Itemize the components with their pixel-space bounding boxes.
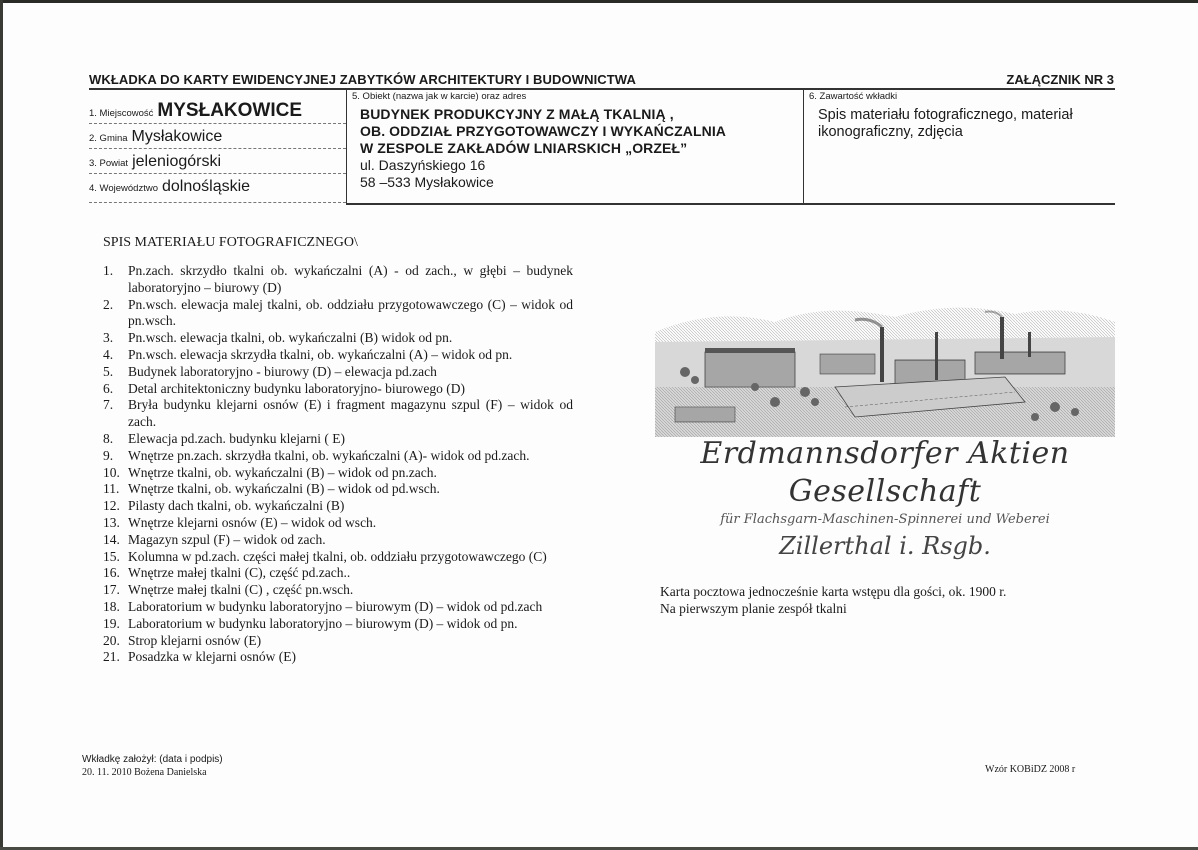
list-item	[103, 465, 573, 482]
list-item-text: Strop klejarni osnów (E)	[128, 632, 262, 648]
company-description: für Flachsgarn-Maschinen-Spinnerei und Weberei	[720, 512, 1050, 527]
list-item-number: 21.	[103, 649, 120, 665]
list-item-text: Wnętrze małej tkalni (C) , część pn.wsch.	[128, 582, 354, 598]
list-item-text: Elewacja pd.zach. budynku klejarni ( E)	[128, 430, 346, 446]
list-item-number: 5.	[103, 363, 114, 379]
object-name	[347, 102, 803, 191]
field-label: 2. Gmina	[89, 133, 128, 144]
list-item	[103, 347, 573, 364]
factory-engraving-icon	[655, 292, 1115, 437]
list-item	[103, 582, 573, 599]
object-name-line: BUDYNEK PRODUKCYJNY Z MAŁĄ TKALNIĄ ,	[360, 106, 674, 122]
list-item-text: Wnętrze tkalni, ob. wykańczalni (B) – widok od pd.wsch.	[128, 481, 440, 497]
list-item	[103, 515, 573, 532]
field-label: 1. Miejscowość	[89, 108, 154, 119]
list-item-number: 14.	[103, 531, 120, 547]
list-item-number: 9.	[103, 447, 114, 463]
list-item-number: 17.	[103, 582, 120, 598]
list-item	[103, 397, 573, 431]
object-name-line: W ZESPOLE ZAKŁADÓW LNIARSKICH „ORZEŁ”	[360, 140, 688, 156]
scan-edge-left	[0, 0, 3, 850]
template-version: Wzór KOBiDZ 2008 r	[985, 764, 1076, 775]
list-item-text: Pn.zach. skrzydło tkalni ob. wykańczalni (A) - od zach., w głębi – budynek laboratoryjno – biurowy (D)	[128, 263, 573, 295]
field-value: MYSŁAKOWICE	[157, 100, 303, 121]
field-voivodeship	[89, 174, 346, 203]
field-value: dolnośląskie	[162, 178, 251, 195]
list-item-number: 13.	[103, 514, 120, 530]
contents-caption: 6. Zawartość wkładki	[809, 91, 898, 102]
list-item	[103, 297, 573, 331]
document-title: WKŁADKA DO KARTY EWIDENCYJNEJ ZABYTKÓW ARCHITEKTURY I BUDOWNICTWA	[89, 72, 636, 87]
list-item	[103, 549, 573, 566]
list-item-number: 15.	[103, 548, 120, 564]
list-item-text: Kolumna w pd.zach. części małej tkalni, ob. oddziału przygotowawczego (C)	[128, 548, 547, 564]
list-item-number: 2.	[103, 296, 114, 312]
scan-edge-top	[0, 0, 1198, 3]
form-bottom-divider	[346, 203, 1115, 205]
list-item-number: 16.	[103, 565, 120, 581]
list-item-number: 1.	[103, 263, 114, 278]
list-item-text: Detal architektoniczny budynku laboratoryjno- biurowego (D)	[128, 380, 466, 396]
object-postal: 58 –533 Mysłakowice	[360, 174, 494, 190]
list-item	[103, 649, 573, 666]
photo-list	[103, 263, 573, 666]
list-item-text: Wnętrze małej tkalni (C), część pd.zach..	[128, 565, 351, 581]
company-name: Erdmannsdorfer Aktien Gesellschaft	[700, 436, 1070, 509]
field-locality	[89, 90, 346, 124]
field-label: 3. Powiat	[89, 158, 129, 169]
list-item	[103, 431, 573, 448]
annex-number: ZAŁĄCZNIK NR 3	[1006, 72, 1114, 87]
list-item-text: Laboratorium w budynku laboratoryjno – biurowym (D) – widok od pn.	[128, 615, 518, 631]
list-item-text: Posadzka w klejarni osnów (E)	[128, 649, 296, 665]
list-item	[103, 364, 573, 381]
list-item	[103, 565, 573, 582]
list-item-text: Wnętrze tkalni, ob. wykańczalni (B) – widok od pn.zach.	[128, 464, 437, 480]
list-item	[103, 330, 573, 347]
list-item	[103, 599, 573, 616]
created-by-label: Wkładkę założył: (data i podpis)	[82, 754, 223, 765]
list-item-number: 8.	[103, 430, 114, 446]
object-street: ul. Daszyńskiego 16	[360, 157, 486, 173]
list-item-text: Bryła budynku klejarni osnów (E) i fragment magazynu szpul (F) – widok od zach.	[128, 397, 573, 430]
contents-text: Spis materiału fotograficznego, materiał ikonograficzny, zdjęcia	[818, 107, 1073, 140]
list-item-text: Wnętrze klejarni osnów (E) – widok od wsch.	[128, 514, 377, 530]
list-item-number: 10.	[103, 464, 120, 480]
list-item-text: Wnętrze pn.zach. skrzydła tkalni, ob. wykańczalni (A)- widok od pd.zach.	[128, 447, 530, 463]
postcard-engraving	[655, 292, 1115, 437]
list-item-number: 12.	[103, 498, 120, 514]
list-item-number: 4.	[103, 346, 114, 362]
company-location: Zillerthal i. Rsgb.	[779, 532, 991, 560]
list-item-text: Pilasty dach tkalni, ob. wykańczalni (B)	[128, 498, 345, 514]
created-by-value: 20. 11. 2010 Bożena Danielska	[82, 767, 207, 778]
field-commune	[89, 124, 346, 149]
object-caption: 5. Obiekt (nazwa jak w karcie) oraz adres	[352, 91, 527, 102]
object-name-line: OB. ODDZIAŁ PRZYGOTOWAWCZY I WYKAŃCZALNIA	[360, 123, 727, 139]
list-item-number: 3.	[103, 330, 114, 346]
photo-list-heading: SPIS MATERIAŁU FOTOGRAFICZNEGO\	[103, 235, 358, 250]
field-value: jeleniogórski	[132, 153, 222, 170]
list-item-number: 20.	[103, 632, 120, 648]
list-item-number: 18.	[103, 598, 120, 614]
list-item	[103, 616, 573, 633]
field-value: Mysłakowice	[131, 128, 223, 145]
caption-line: Na pierwszym planie zespół tkalni	[660, 601, 847, 616]
list-item	[103, 381, 573, 398]
list-item-text: Pn.wsch. elewacja skrzydła tkalni, ob. wykańczalni (A) – widok od pn.	[128, 346, 513, 362]
contents-cell	[803, 90, 1115, 204]
list-item-text: Pn.wsch. elewacja tkalni, ob. wykańczalni (B) widok od pn.	[128, 330, 453, 346]
list-item	[103, 498, 573, 515]
list-item-text: Laboratorium w budynku laboratoryjno – biurowym (D) – widok od pd.zach	[128, 598, 543, 614]
list-item	[103, 448, 573, 465]
list-item-number: 7.	[103, 397, 114, 413]
caption-line: Karta pocztowa jednocześnie karta wstępu dla gości, ok. 1900 r.	[660, 584, 1007, 599]
list-item	[103, 263, 573, 297]
field-label: 4. Województwo	[89, 183, 158, 194]
postcard-caption	[660, 583, 1080, 617]
list-item	[103, 481, 573, 498]
list-item-number: 11.	[103, 481, 120, 497]
object-cell	[346, 90, 803, 204]
list-item-text: Pn.wsch. elewacja malej tkalni, ob. oddziału przygotowawczego (C) – widok od pn.wsch.	[128, 296, 573, 329]
list-item-text: Budynek laboratoryjno - biurowy (D) – elewacja pd.zach	[128, 363, 437, 379]
list-item-number: 19.	[103, 615, 120, 631]
postcard-inscription	[650, 435, 1120, 563]
list-item	[103, 633, 573, 650]
list-item-text: Magazyn szpul (F) – widok od zach.	[128, 531, 326, 547]
location-fields	[89, 90, 346, 204]
field-county	[89, 149, 346, 174]
list-item-number: 6.	[103, 380, 114, 396]
list-item	[103, 532, 573, 549]
